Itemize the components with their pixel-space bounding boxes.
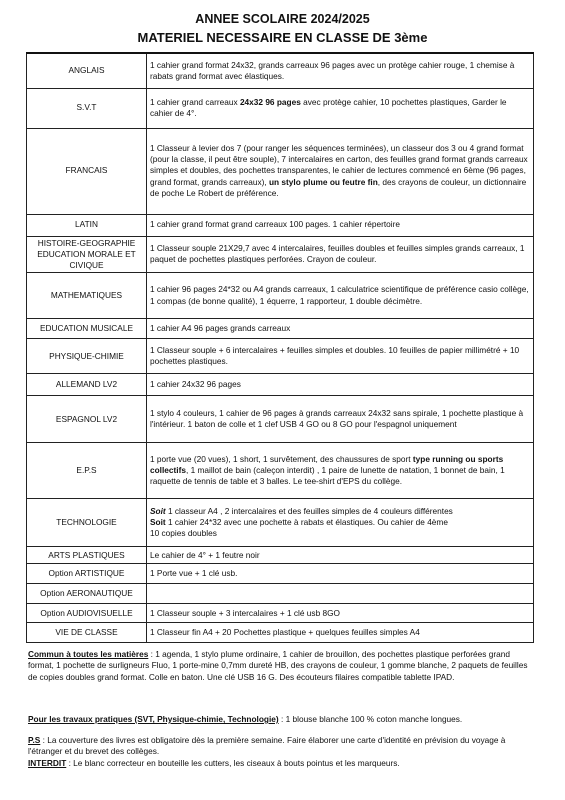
materials-cell [147,53,534,88]
materials-text: 1 stylo 4 couleurs, 1 cahier de 96 pages à grands carreaux 24x32 sans spirale, 1 pochette plastique à l'intérieur. 1 baton de colle et 1 clef USB 4 GO ou 8 GO pour l'espagnol uniquement [150,407,524,430]
materials-text: 1 cahier 24*32 avec une pochette à rabats et élastiques. Ou cahier de 4ème 10 copies doubles [150,517,448,539]
materials-cell [147,339,534,374]
materials-text: un stylo plume ou feutre fin [268,176,378,187]
materials-text: 1 Classeur souple + 6 intercalaires + feuilles simples et doubles. 10 feuilles de papier millimétré + 10 pochettes plastiques. [150,344,520,367]
materials-cell [147,604,534,623]
subject-cell: TECHNOLOGIE [27,499,147,547]
materials-cell [147,214,534,236]
materials-text: , 1 maillot de bain (caleçon interdit) , 1 paire de lunette de natation, 1 bonnet de bain, 1 raquette de tennis de table et 3 balles. Le tee-shirt d'EPS du collège. [150,465,505,487]
materials-table [26,52,534,643]
practical-work-note [28,714,536,725]
materials-text: 1 classeur A4 , 2 intercalaires et des feuilles simples de 4 couleurs différentes [167,505,453,516]
materials-cell [147,88,534,128]
materials-text: 1 cahier grand carreaux [150,96,240,107]
materials-cell [147,273,534,319]
forbidden-label: INTERDIT [28,757,67,768]
materials-cell [147,443,534,499]
subject-cell: FRANCAIS [27,128,147,214]
practical-work-label: Pour les travaux pratiques (SVT, Physique-chimie, Technologie) [28,714,279,724]
subject-cell: ANGLAIS [27,53,147,88]
subject-cell: LATIN [27,214,147,236]
subject-cell: MATHEMATIQUES [27,273,147,319]
table-row [27,128,534,214]
page-title: MATERIEL NECESSAIRE EN CLASSE DE 3ème [137,30,428,45]
table-row [27,443,534,499]
materials-text: avec protège cahier, 10 pochettes plastiques, Garder le cahier de 4°. [150,96,507,118]
subject-cell: ESPAGNOL LV2 [27,396,147,443]
materials-cell [147,584,534,604]
materials-text: type running ou sports collectifs [150,453,504,475]
table-row [27,53,534,88]
subject-cell: ARTS PLASTIQUES [27,547,147,564]
school-year-title: ANNEE SCOLAIRE 2024/2025 [195,12,370,26]
materials-cell [147,396,534,443]
materials-text: Le cahier de 4° + 1 feutre noir [150,549,260,560]
materials-text: 1 Classeur fin A4 + 20 Pochettes plastique + quelques feuilles simples A4 [150,627,420,637]
table-row [27,499,534,547]
table-row [27,547,534,564]
materials-text: 1 porte vue (20 vues), 1 short, 1 survêtement, des chaussures de sport [150,453,413,464]
subject-cell: Option AERONAUTIQUE [27,584,147,604]
materials-text: 1 cahier grand format 24x32, grands carreaux 96 pages avec un protège cahier rouge, 1 chemise à rabats grand format avec élastiques. [150,59,515,81]
materials-cell [147,564,534,584]
table-row [27,319,534,339]
table-row [27,623,534,643]
ps-label: P.S [28,735,41,745]
materials-text: 24x32 96 pages [239,96,301,107]
materials-cell [147,236,534,273]
materials-text: 1 cahier 96 pages 24*32 ou A4 grands carreaux, 1 calculatrice scientifique de préférence casio collège, 1 compas (de bonne qualité), 1 équerre, 1 rapporteur, 1 double décimètre. [150,284,529,306]
common-materials-text: : 1 agenda, 1 stylo plume ordinaire, 1 cahier de brouillon, des pochettes plastique perforées grand format, 1 pochette de surligneurs Fluo, 1 porte-mine 0,7mm dureté HB, des crayons de couleur, 1 gomme blanche, 2 paquets de feuilles de copies doubles grand format. Colle en baton. Une clé USB 16 G. Des écouteurs filaires compatible tablette IPAD. [28,649,528,682]
subject-cell: E.P.S [27,443,147,499]
table-row [27,339,534,374]
subject-cell: HISTOIRE-GEOGRAPHIE EDUCATION MORALE ET CIVIQUE [27,236,147,273]
materials-text: 1 Classeur à levier dos 7 (pour ranger les séquences terminées), un classeur dos 3 ou 4 grand format (pour la classe, il peut être souple), 7 intercalaires en carton, des feuilles grand format grands carreaux simples et doubles, des pochettes transparentes, le cahier de lectures commencé en 6ème (96 pages, grand format, grands carreaux), [150,142,528,187]
materials-cell [147,499,534,547]
materials-cell [147,547,534,564]
materials-text: 1 Porte vue + 1 clé usb. [150,568,238,578]
materials-cell [147,319,534,339]
table-row [27,604,534,623]
materials-cell [147,128,534,214]
ps-note [28,735,536,769]
subject-cell: S.V.T [27,88,147,128]
materials-text: Soit [150,517,166,527]
materials-text: Soit [150,505,166,516]
subject-cell: ALLEMAND LV2 [27,374,147,396]
subject-cell: VIE DE CLASSE [27,623,147,643]
subject-cell: Option AUDIOVISUELLE [27,604,147,623]
forbidden-text: : Le blanc correcteur en bouteille les cutters, les ciseaux à bouts pointus et les marqueurs. [66,757,400,768]
subject-cell: Option ARTISTIQUE [27,564,147,584]
materials-text: 1 cahier grand format grand carreaux 100 pages. 1 cahier répertoire [150,219,400,230]
common-materials-label: Commun à toutes les matières [28,649,149,659]
table-row [27,88,534,128]
table-row [27,214,534,236]
materials-text: 1 cahier A4 96 pages grands carreaux [150,323,291,333]
ps-text: : La couverture des livres est obligatoire dès la première semaine. Faire élaborer une carte d'identité en prévision du voyage à l'étranger et du brevet des collèges. [28,735,506,757]
materials-text: 1 Classeur souple + 3 intercalaires + 1 clé usb 8GO [150,607,341,618]
table-row [27,236,534,273]
practical-work-text: : 1 blouse blanche 100 % coton manche longues. [278,714,463,724]
subject-cell: EDUCATION MUSICALE [27,319,147,339]
materials-text: , des crayons de couleur, un dictionnaire de poche Le Robert de préférence. [150,176,527,198]
materials-text: 1 cahier 24x32 96 pages [150,379,241,389]
common-materials-note [28,649,536,683]
table-row [27,273,534,319]
materials-text: 1 Classeur souple 21X29,7 avec 4 intercalaires, feuilles doubles et feuilles simples grands carreaux, 1 paquet de pochettes plastiques perforées. Crayon de couleur. [150,243,525,265]
materials-cell [147,623,534,643]
materials-cell [147,374,534,396]
table-row [27,584,534,604]
table-row [27,564,534,584]
subject-cell: PHYSIQUE-CHIMIE [27,339,147,374]
table-row [27,396,534,443]
table-row [27,374,534,396]
